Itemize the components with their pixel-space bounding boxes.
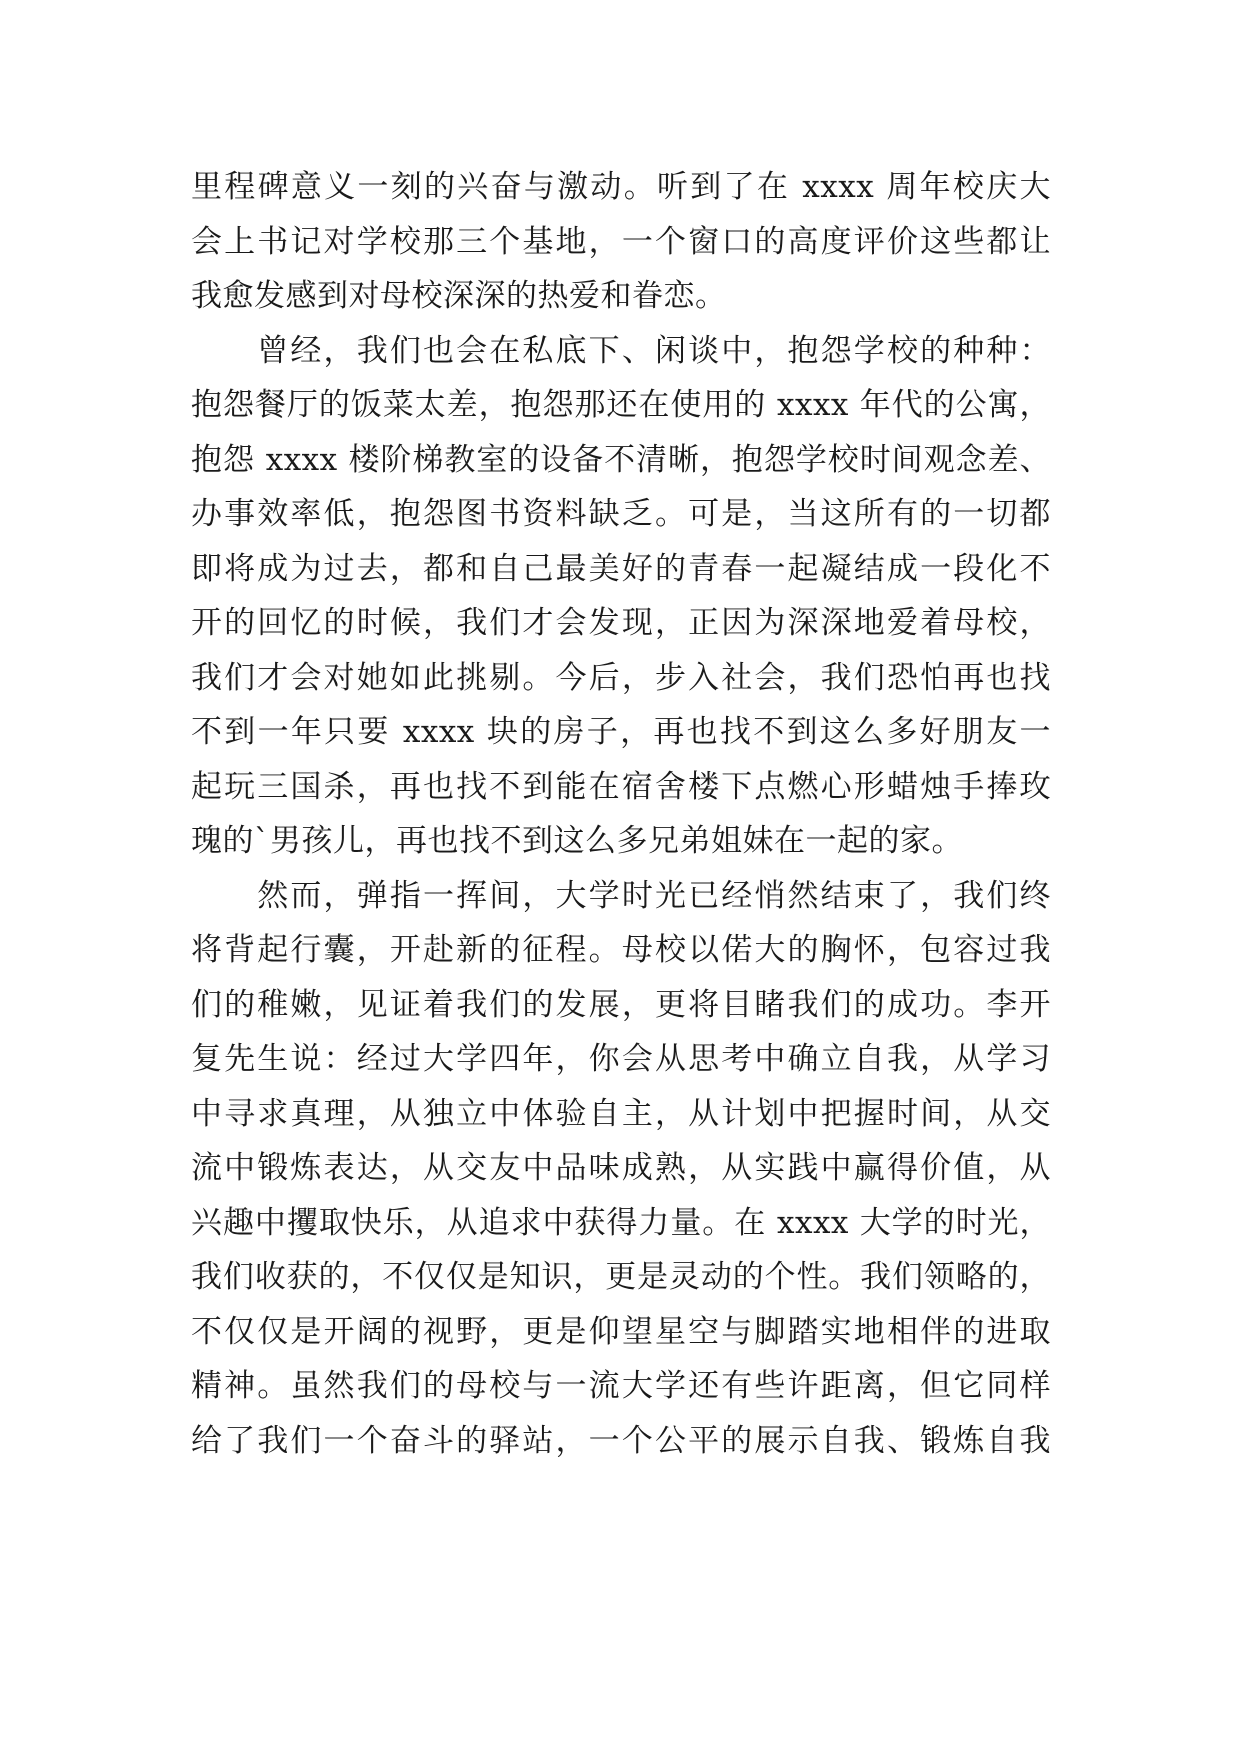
- text-line: 办事效率低，抱怨图书资料缺乏。可是，当这所有的一切都: [191, 496, 1051, 532]
- text-line: 抱怨 xxxx 楼阶梯教室的设备不清晰，抱怨学校时间观念差、: [191, 441, 1051, 478]
- text-line: 开的回忆的时候，我们才会发现，正因为深深地爱着母校，: [191, 605, 1051, 641]
- document-body: [191, 160, 1051, 1468]
- text-line: 兴趣中攫取快乐，从追求中获得力量。在 xxxx 大学的时光，: [191, 1204, 1051, 1241]
- text-line: 我们才会对她如此挑剔。今后，步入社会，我们恐怕再也找: [191, 659, 1051, 696]
- text-line: 我们收获的，不仅仅是知识，更是灵动的个性。我们领略的，: [191, 1259, 1051, 1295]
- text-line: 我愈发感到对母校深深的热爱和眷恋。: [191, 278, 727, 314]
- text-line: 即将成为过去，都和自己最美好的青春一起凝结成一段化不: [191, 550, 1051, 587]
- text-line: 会上书记对学校那三个基地，一个窗口的高度评价这些都让: [191, 223, 1051, 260]
- text-line: 精神。虽然我们的母校与一流大学还有些许距离，但它同样: [191, 1368, 1051, 1404]
- text-line: 给了我们一个奋斗的驿站，一个公平的展示自我、锻炼自我: [191, 1422, 1051, 1459]
- text-line: 瑰的`男孩儿，再也找不到这么多兄弟姐妹在一起的家。: [191, 823, 963, 859]
- text-line: 将背起行囊，开赴新的征程。母校以偌大的胸怀，包容过我: [191, 932, 1051, 968]
- text-line: 然而，弹指一挥间，大学时光已经悄然结束了，我们终: [191, 877, 1051, 914]
- text-line: 抱怨餐厅的饭菜太差，抱怨那还在使用的 xxxx 年代的公寓，: [191, 387, 1051, 423]
- text-line: 里程碑意义一刻的兴奋与激动。听到了在 xxxx 周年校庆大: [191, 169, 1051, 205]
- text-line: 们的稚嫩，见证着我们的发展，更将目睹我们的成功。李开: [191, 986, 1051, 1023]
- text-line: 曾经，我们也会在私底下、闲谈中，抱怨学校的种种：: [191, 332, 1051, 369]
- text-line: 中寻求真理，从独立中体验自主，从计划中把握时间，从交: [191, 1095, 1051, 1132]
- text-line: 复先生说：经过大学四年，你会从思考中确立自我，从学习: [191, 1041, 1051, 1077]
- text-line: 不仅仅是开阔的视野，更是仰望星空与脚踏实地相伴的进取: [191, 1313, 1051, 1350]
- text-line: 起玩三国杀，再也找不到能在宿舍楼下点燃心形蜡烛手捧玫: [191, 768, 1051, 805]
- text-line: 不到一年只要 xxxx 块的房子，再也找不到这么多好朋友一: [191, 714, 1051, 750]
- text-line: 流中锻炼表达，从交友中品味成熟，从实践中赢得价值，从: [191, 1150, 1051, 1186]
